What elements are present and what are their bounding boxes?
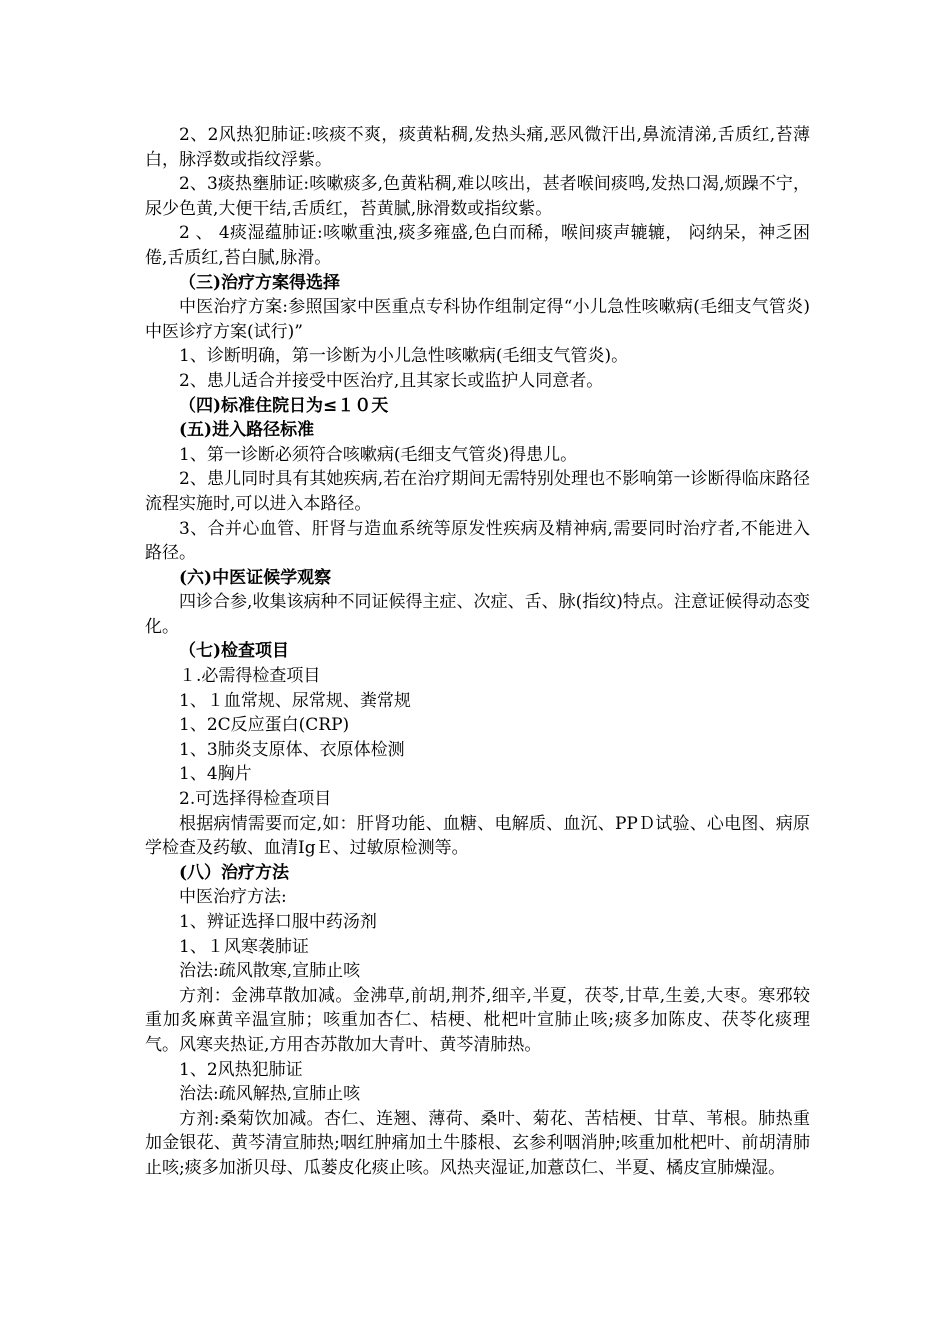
paragraph-wind-heat: 1、2风热犯肺证 — [179, 1059, 303, 1080]
paragraph-optional-exams: 2.可选择得检查项目 — [179, 789, 332, 810]
paragraph-entry-1: 1、第一诊断必须符合咳嗽病(毛细支气管炎)得患儿。 — [179, 444, 578, 465]
list-item-exam-4: 1、4胸片 — [179, 764, 252, 785]
paragraph-wind-heat-syndrome: 2、2风热犯肺证:咳痰不爽，痰黄粘稠,发热头痛,恶风微汗出,鼻流清涕,舌质红,苔薄白，脉浮数或指纹浮紫。 — [145, 125, 810, 170]
paragraph-patient-consent: 2、患儿适合并接受中医治疗,且其家长或监护人同意者。 — [179, 370, 604, 391]
paragraph-wind-heat-method: 治法:疏风解热,宣肺止咳 — [179, 1084, 361, 1105]
list-item-exam-2: 1、2C反应蛋白(CRP) — [179, 715, 350, 736]
paragraph-optional-exams-detail: 根据病情需要而定,如：肝肾功能、血糖、电解质、血沉、PPＤ试验、心电图、病原学检查及药敏、血清IgＥ、过敏原检测等。 — [145, 813, 810, 859]
paragraph-required-exams: １.必需得检查项目 — [179, 666, 321, 687]
list-item-exam-3: 1、3肺炎支原体、衣原体检测 — [179, 739, 405, 760]
heading-standard-stay: （四)标准住院日为≤１０天 — [179, 395, 389, 416]
paragraph-wind-cold-formula: 方剂：金沸草散加减。金沸草,前胡,荆芥,细辛,半夏，茯苓,甘草,生姜,大枣。寒邪较重加炙麻黄辛温宣肺；咳重加杏仁、桔梗、枇杷叶宣肺止咳;痰多加陈皮、茯苓化痰理气。风寒夹热证,方用杏苏散加大青叶、黄芩清肺热。 — [145, 985, 810, 1055]
heading-syndrome-observation: (六)中医证候学观察 — [179, 567, 332, 588]
paragraph-four-diagnosis: 四诊合参,收集该病种不同证候得主症、次症、舌、脉(指纹)特点。注意证候得动态变化。 — [145, 592, 810, 637]
heading-treatment-methods: (八）治疗方法 — [179, 862, 290, 883]
paragraph-entry-3: 3、合并心血管、肝肾与造血系统等原发性疾病及精神病,需要同时治疗者,不能进入路径。 — [145, 518, 810, 564]
paragraph-wind-cold: 1、１风寒袭肺证 — [179, 936, 309, 957]
document-body — [145, 123, 810, 1181]
heading-examinations: （七)检查项目 — [179, 641, 290, 662]
list-item-exam-1: 1、１血常规、尿常规、粪常规 — [179, 690, 411, 711]
paragraph-oral-decoction: 1、辨证选择口服中药汤剂 — [179, 912, 377, 932]
paragraph-wind-cold-method: 治法:疏风散寒,宣肺止咳 — [179, 961, 361, 982]
paragraph-phlegm-heat-syndrome: 2、3痰热壅肺证:咳嗽痰多,色黄粘稠,难以咳出，甚者喉间痰鸣,发热口渴,烦躁不宁，尿少色黄,大便干结,舌质红，苔黄腻,脉滑数或指纹紫。 — [145, 174, 810, 219]
paragraph-tcm-plan: 中医治疗方案:参照国家中医重点专科协作组制定得“小儿急性咳嗽病(毛细支气管炎)中医诊疗方案(试行)” — [145, 297, 810, 342]
paragraph-tcm-methods: 中医治疗方法: — [179, 887, 287, 908]
paragraph-wind-heat-formula: 方剂:桑菊饮加减。杏仁、连翘、薄荷、桑叶、菊花、苦桔梗、甘草、苇根。肺热重加金银花、黄芩清宣肺热;咽红肿痛加土牛膝根、玄参利咽消肿;咳重加枇杷叶、前胡清肺止咳;痰多加浙贝母、瓜蒌皮化痰止咳。风热夹湿证,加薏苡仁、半夏、橘皮宣肺燥湿。 — [145, 1108, 810, 1178]
paragraph-entry-2: 2、患儿同时具有其她疾病,若在治疗期间无需特别处理也不影响第一诊断得临床路径流程实施时,可以进入本路径。 — [145, 469, 810, 514]
paragraph-phlegm-damp-syndrome: 2 、 4痰湿蕴肺证:咳嗽重浊,痰多雍盛,色白而稀，喉间痰声辘辘， 闷纳呆，神乏困倦,舌质红,苔白腻,脉滑。 — [145, 223, 810, 268]
paragraph-diagnosis-clear: 1、诊断明确，第一诊断为小儿急性咳嗽病(毛细支气管炎)。 — [179, 346, 629, 367]
heading-treatment-plan: （三)治疗方案得选择 — [179, 272, 341, 293]
heading-entry-criteria: (五)进入路径标准 — [179, 420, 315, 441]
